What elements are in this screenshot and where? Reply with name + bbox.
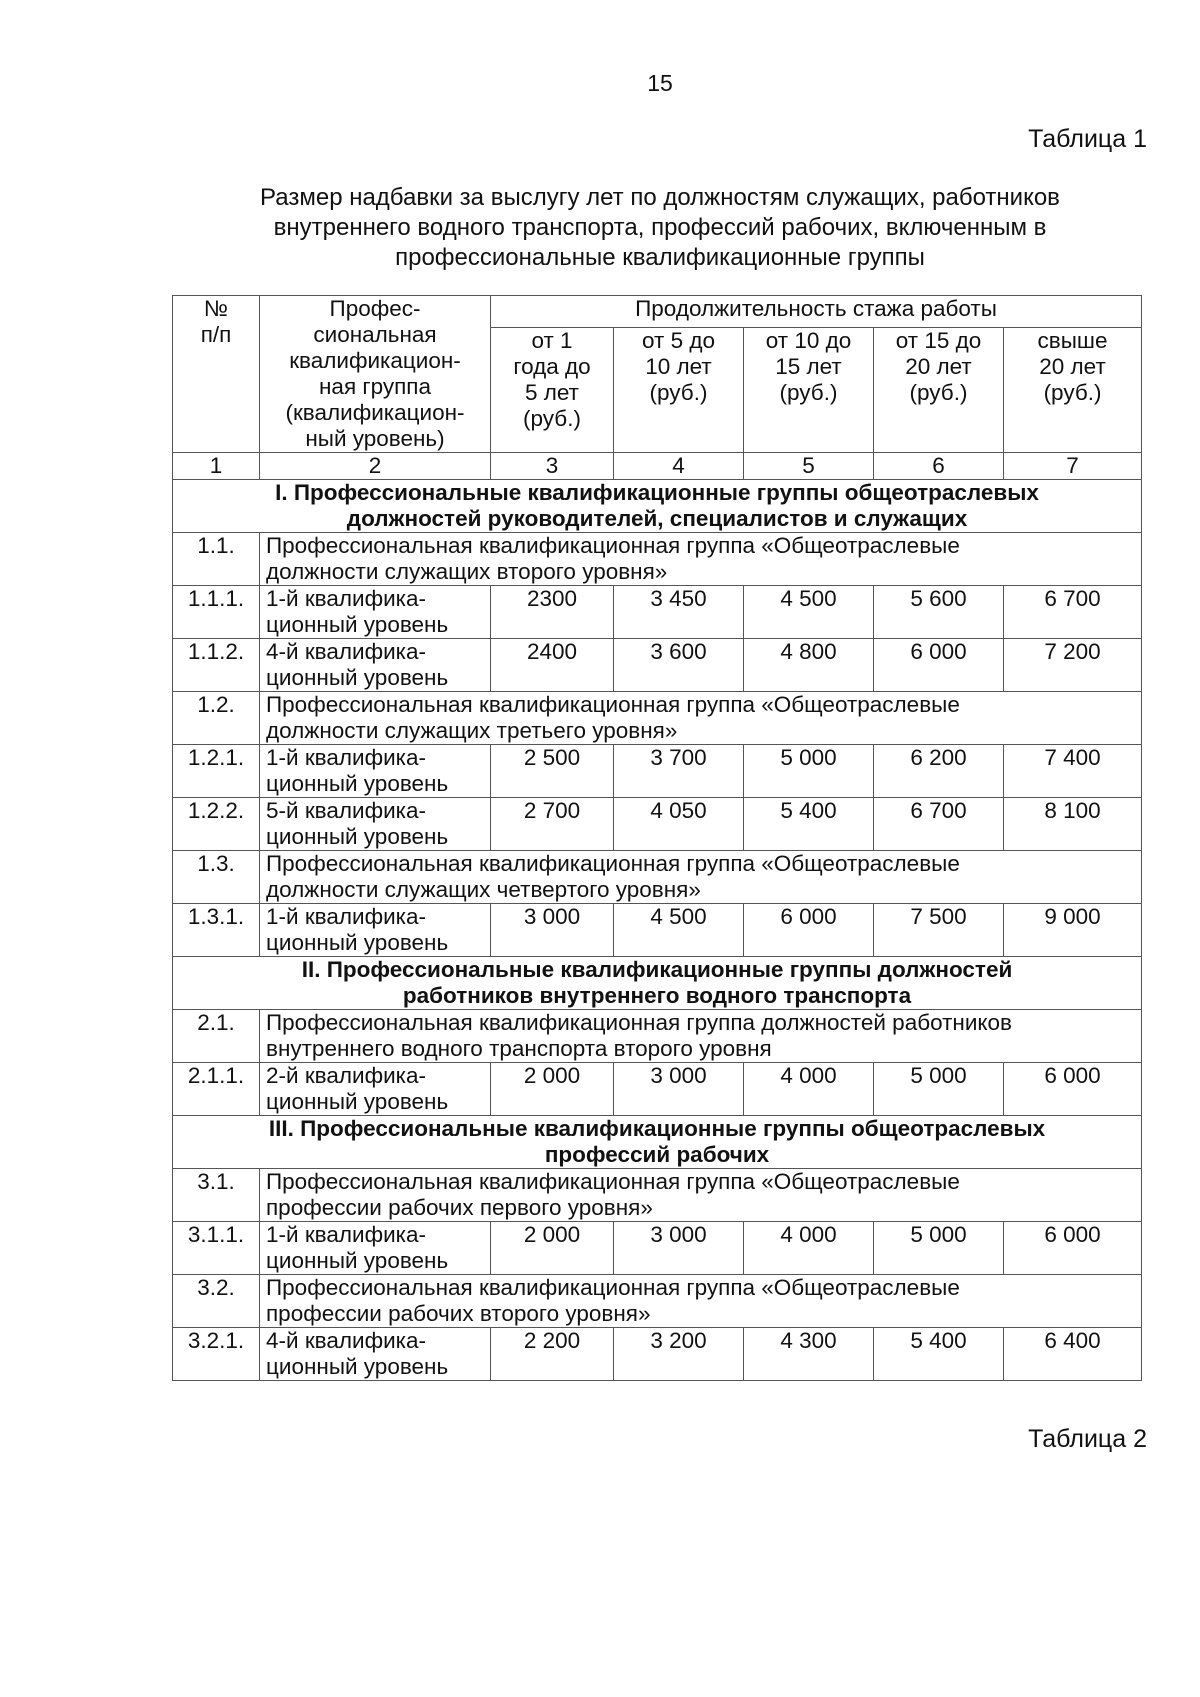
row-number: 3.1.1. [173,1222,260,1275]
row-number: 2.1.1. [173,1063,260,1116]
level-name-line: 4-й квалифика- [266,1328,427,1353]
bonus-amount-cell: 6 700 [1004,586,1142,639]
bonus-amount-cell: 2 500 [491,745,614,798]
column-number-cell: 1 [173,453,260,480]
bonus-amount-cell: 3 700 [614,745,744,798]
bonus-amount-cell: 4 800 [744,639,874,692]
bonus-amount-cell: 4 300 [744,1328,874,1381]
level-name [260,904,491,957]
level-name [260,798,491,851]
section-row [173,1116,1142,1169]
row-number: 1.1. [173,533,260,586]
header-num-line: № [203,296,229,321]
section-heading-line: должностей руководителей, специалистов и служащих [346,506,968,531]
column-number-cell: 2 [260,453,491,480]
bonus-amount-cell: 5 000 [744,745,874,798]
group-row [173,1010,1142,1063]
bonus-amount-cell: 3 000 [614,1063,744,1116]
section-heading [173,480,1142,533]
row-number: 3.2.1. [173,1328,260,1381]
bonus-amount-cell: 9 000 [1004,904,1142,957]
level-name-line: ционный уровень [266,1248,449,1273]
group-name-line: Профессиональная квалификационная группа «Общеотраслевые [266,1275,960,1300]
column-numbers-row [173,453,1142,480]
level-row [173,1063,1142,1116]
row-number: 1.3.1. [173,904,260,957]
header-range-line: от 1 [531,328,573,354]
bonus-amount-cell: 5 400 [744,798,874,851]
header-range-cell [614,328,744,453]
section-row [173,957,1142,1010]
group-name-line: Профессиональная квалификационная группа должностей работников [266,1010,1012,1035]
column-number-cell: 6 [874,453,1004,480]
bonus-amount-cell: 2 700 [491,798,614,851]
bonus-amount-cell: 3 000 [491,904,614,957]
column-number-cell: 5 [744,453,874,480]
group-row [173,1275,1142,1328]
bonus-amount-cell: 6 000 [744,904,874,957]
level-row [173,798,1142,851]
group-name-line: Профессиональная квалификационная группа «Общеотраслевые [266,533,960,558]
header-range-cell [491,328,614,453]
row-number: 3.2. [173,1275,260,1328]
header-num-cell [173,296,260,453]
bonus-amount-cell: 6 700 [874,798,1004,851]
header-group-line: сиональная [313,322,437,347]
header-group-line: ный уровень) [305,426,445,451]
level-row [173,1328,1142,1381]
bonus-amount-cell: 2300 [491,586,614,639]
group-row [173,692,1142,745]
group-name-line: Профессиональная квалификационная группа «Общеотраслевые [266,692,960,717]
bonus-amount-cell: 3 000 [614,1222,744,1275]
header-range-line: от 10 до [765,328,852,354]
group-row [173,851,1142,904]
table-1-caption: Таблица 1 [1028,125,1147,153]
header-range-line: 10 лет [645,354,712,380]
header-range-cell [874,328,1004,453]
level-name [260,586,491,639]
level-name-line: ционный уровень [266,824,449,849]
header-group-cell [260,296,491,453]
section-heading-line: работников внутреннего водного транспорта [402,983,912,1008]
group-name-line: внутреннего водного транспорта второго уровня [266,1036,772,1061]
header-range-line: от 15 до [895,328,982,354]
level-name [260,639,491,692]
header-num-line: п/п [200,322,232,347]
header-range-line: 20 лет [905,354,972,380]
group-name-line: Профессиональная квалификационная группа «Общеотраслевые [266,1169,960,1194]
table-title [170,183,1150,273]
row-number: 1.2.2. [173,798,260,851]
header-range-line: (руб.) [523,406,581,432]
bonus-amount-cell: 6 000 [1004,1222,1142,1275]
group-name [260,1275,1142,1328]
level-row [173,586,1142,639]
bonus-amount-cell: 6 000 [1004,1063,1142,1116]
group-name [260,692,1142,745]
level-row [173,904,1142,957]
bonus-amount-cell: 6 400 [1004,1328,1142,1381]
group-row [173,533,1142,586]
group-name-line: должности служащих второго уровня» [266,559,668,584]
bonus-amount-cell: 6 200 [874,745,1004,798]
group-name-line: должности служащих четвертого уровня» [266,877,701,902]
header-range-line: свыше [1037,328,1108,354]
bonus-amount-cell: 4 500 [744,586,874,639]
section-heading [173,1116,1142,1169]
bonus-amount-cell: 6 000 [874,639,1004,692]
page-number: 15 [647,70,673,96]
row-number: 3.1. [173,1169,260,1222]
bonus-amount-cell: 8 100 [1004,798,1142,851]
header-group-line: (квалификацион- [285,400,465,425]
level-row [173,1222,1142,1275]
header-range-line: (руб.) [1043,380,1102,406]
table-title-line: Размер надбавки за выслугу лет по должностям служащих, работников [260,184,1060,211]
group-name [260,1169,1142,1222]
level-row [173,745,1142,798]
level-name-line: ционный уровень [266,1089,449,1114]
bonus-amount-cell: 7 400 [1004,745,1142,798]
section-heading-line: профессий рабочих [544,1142,770,1167]
table-title-line: профессиональные квалификационные группы [395,244,925,271]
level-name-line: ционный уровень [266,665,449,690]
level-name-line: ционный уровень [266,930,449,955]
section-row [173,480,1142,533]
level-name-line: 4-й квалифика- [266,639,427,664]
header-range-cell [744,328,874,453]
group-name-line: профессии рабочих второго уровня» [266,1301,651,1326]
group-name [260,533,1142,586]
bonus-amount-cell: 2 000 [491,1222,614,1275]
level-name-line: 1-й квалифика- [266,745,427,770]
section-heading-line: II. Профессиональные квалификационные группы должностей [301,957,1013,982]
header-range-line: года до [513,354,591,380]
group-name-line: Профессиональная квалификационная группа «Общеотраслевые [266,851,960,876]
group-row [173,1169,1142,1222]
bonus-amount-cell: 3 450 [614,586,744,639]
level-name-line: 1-й квалифика- [266,586,427,611]
bonus-amount-cell: 7 200 [1004,639,1142,692]
level-row [173,639,1142,692]
level-name [260,1222,491,1275]
level-name-line: 2-й квалифика- [266,1063,427,1088]
level-name-line: 1-й квалифика- [266,904,427,929]
header-range-cell [1004,328,1142,453]
level-name [260,1328,491,1381]
level-name [260,745,491,798]
header-range-line: от 5 до [642,328,715,354]
column-number-cell: 3 [491,453,614,480]
header-range-line: 15 лет [775,354,842,380]
bonus-amount-cell: 2 000 [491,1063,614,1116]
group-name-line: профессии рабочих первого уровня» [266,1195,653,1220]
header-span-cell: Продолжительность стажа работы [491,296,1142,328]
header-row [173,296,1142,328]
bonus-amount-cell: 5 000 [874,1222,1004,1275]
group-name [260,851,1142,904]
header-group-line: ная группа [319,374,431,399]
section-heading-line: III. Профессиональные квалификационные группы общеотраслевых [268,1116,1046,1141]
bonus-amount-cell: 7 500 [874,904,1004,957]
table-2-caption: Таблица 2 [1028,1425,1147,1453]
bonus-amount-cell: 5 000 [874,1063,1004,1116]
row-number: 1.2.1. [173,745,260,798]
level-name-line: ционный уровень [266,1354,449,1379]
bonus-amount-cell: 3 600 [614,639,744,692]
bonus-amount-cell: 4 500 [614,904,744,957]
bonus-amount-cell: 4 000 [744,1063,874,1116]
bonus-amount-cell: 3 200 [614,1328,744,1381]
bonus-amount-cell: 4 050 [614,798,744,851]
row-number: 2.1. [173,1010,260,1063]
level-name-line: 1-й квалифика- [266,1222,427,1247]
bonus-amount-cell: 5 600 [874,586,1004,639]
row-number: 1.2. [173,692,260,745]
table-title-line: внутреннего водного транспорта, профессий рабочих, включенным в [273,214,1047,241]
header-range-line: (руб.) [909,380,968,406]
level-name [260,1063,491,1116]
header-range-line: (руб.) [649,380,708,406]
bonus-amount-cell: 2 200 [491,1328,614,1381]
header-group-line: Профес- [329,296,421,321]
column-number-cell: 4 [614,453,744,480]
header-range-line: 5 лет [525,380,579,406]
header-range-line: 20 лет [1039,354,1106,380]
row-number: 1.1.1. [173,586,260,639]
section-heading [173,957,1142,1010]
seniority-bonus-table [172,295,1142,1381]
level-name-line: ционный уровень [266,771,449,796]
column-number-cell: 7 [1004,453,1142,480]
level-name-line: 5-й квалифика- [266,798,427,823]
row-number: 1.1.2. [173,639,260,692]
header-group-line: квалификацион- [289,348,461,373]
level-name-line: ционный уровень [266,612,449,637]
header-range-line: (руб.) [779,380,838,406]
bonus-amount-cell: 2400 [491,639,614,692]
bonus-amount-cell: 4 000 [744,1222,874,1275]
section-heading-line: I. Профессиональные квалификационные группы общеотраслевых [275,480,1039,505]
row-number: 1.3. [173,851,260,904]
group-name-line: должности служащих третьего уровня» [266,718,678,743]
bonus-amount-cell: 5 400 [874,1328,1004,1381]
group-name [260,1010,1142,1063]
